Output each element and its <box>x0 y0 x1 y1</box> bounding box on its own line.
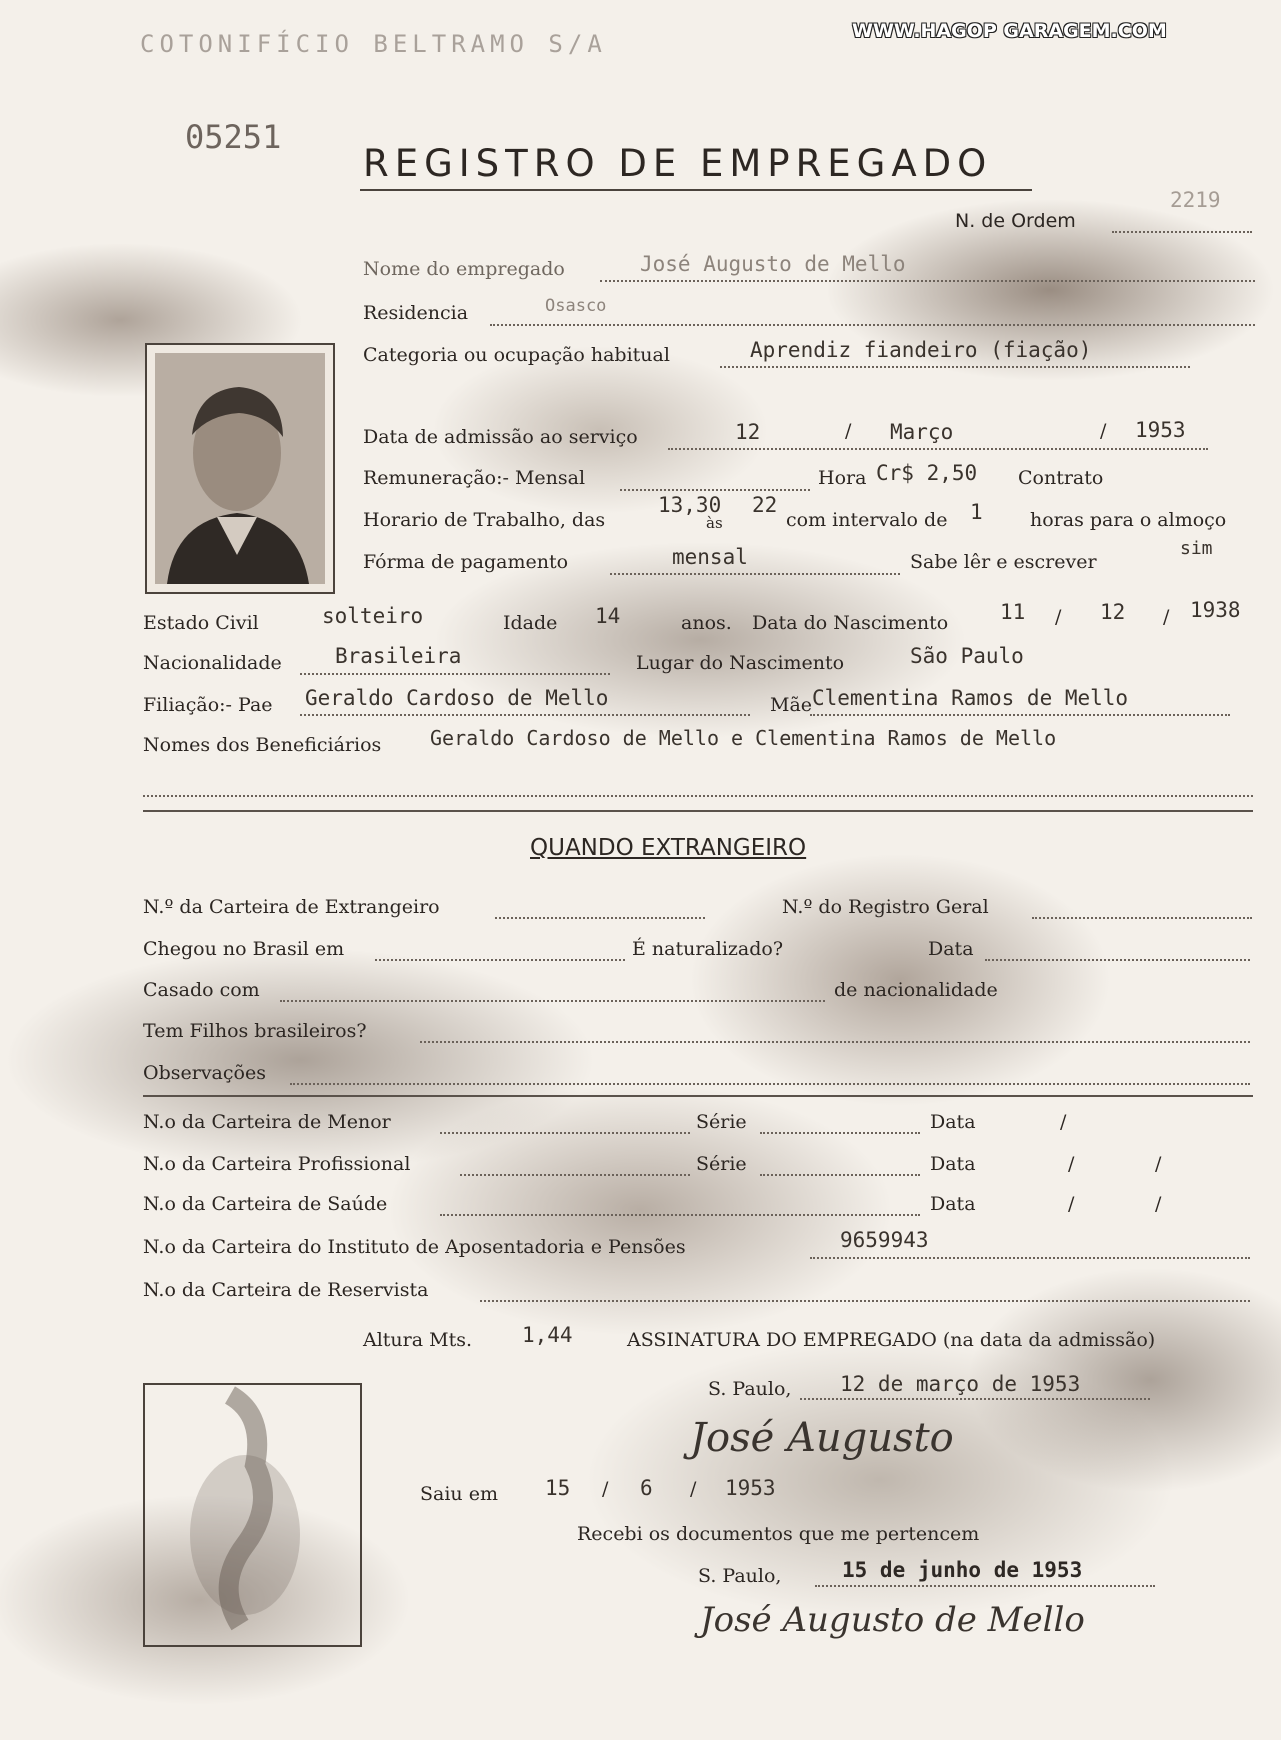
reservist-card-label: N.o da Carteira de Reservista <box>143 1279 429 1301</box>
parents-label: Filiação:- Pae <box>143 694 273 716</box>
residence-value: Osasco <box>545 296 607 316</box>
employee-registration-document: WWW.HAGOP GARAGEM.COM COTONIFÍCIO BELTRAMO S/A 05251 REGISTRO DE EMPREGADO N. de Ordem 2219 Nome do empregado José Augusto de Mello Residencia Osasco Categoria ou ocupação habitual Aprendiz fiandeiro (fiação) Data de admissão ao serviço 12 / Março / 1953 Remuneração:- Mensal Hora Cr$ 2,50 Contrato Horario de Trabalho, das 13,30 às 22 com intervalo de 1 horas para o almoço Fórma de pagamento mensal Sabe lêr e escrever sim Estado Civil solteiro Idade 14 anos. Data do Nascimento 11 / 12 / 1938 Nacionalidade Brasileira Lugar do Nascimento São Paulo Filiação:- Pae Geraldo Cardoso de Mello Mãe Clementina Ramos de Mello Nomes dos Beneficiários Geraldo Cardoso de Mello e Clementina Ramos de Mello QUANDO EXTRANGEIRO N.º da Carteira de Extrangeiro N.º do Registro Geral Chegou no Brasil em É naturalizado? Data Casado com de nacionalidade Tem Filhos brasileiros? Observações N.o da Carteira de Menor Série Data / N.o da Carteira Profissional Série Data / / N.o da Carteira de Saúde Data / / N.o da Carteira do Instituto de Aposentadoria e Pensões 9659943 N.o da Carteira de Reservista Altura Mts. 1,44 ASSINATURA DO EMPREGADO (na data da admissão) S. Paulo, 12 de março de 1953 José Augusto Saiu em 15 / 6 / 1953 Recebi os documentos que me pertencem S. Paulo, 15 de junho de 1953 José Augusto de Mello <box>0 0 1281 1740</box>
admission-label: Data de admissão ao serviço <box>363 426 638 448</box>
name-value: José Augusto de Mello <box>640 252 906 276</box>
age-unit: anos. <box>681 612 732 634</box>
left-label: Saiu em <box>420 1483 498 1505</box>
schedule-to: 22 <box>752 493 778 517</box>
notes-label: Observações <box>143 1062 266 1084</box>
minor-date-label: Data <box>930 1111 976 1133</box>
height-label: Altura Mts. <box>363 1329 472 1351</box>
received-label: Recebi os documentos que me pertencem <box>577 1523 980 1545</box>
order-number-label: N. de Ordem <box>955 210 1076 232</box>
exit-place: S. Paulo, <box>698 1565 782 1587</box>
children-label: Tem Filhos brasileiros? <box>143 1020 367 1042</box>
hour-value: Cr$ 2,50 <box>876 461 978 485</box>
nationality-label: Nacionalidade <box>143 652 282 674</box>
beneficiaries-value: Geraldo Cardoso de Mello e Clementina Ramos de Mello <box>430 726 1057 750</box>
birth-month: 12 <box>1100 600 1126 624</box>
age-value: 14 <box>595 604 621 628</box>
category-label: Categoria ou ocupação habitual <box>363 344 670 366</box>
interval-value: 1 <box>970 500 983 524</box>
mother-label: Mãe <box>770 694 813 716</box>
category-value: Aprendiz fiandeiro (fiação) <box>750 338 1092 362</box>
schedule-from: 13,30 <box>658 493 722 517</box>
health-date-label: Data <box>930 1193 976 1215</box>
interval-suffix: horas para o almoço <box>1030 509 1227 531</box>
admission-month: Março <box>890 420 954 444</box>
admission-day: 12 <box>735 420 761 444</box>
foreign-card-label: N.º da Carteira de Extrangeiro <box>143 896 440 918</box>
admission-sign-date: 12 de março de 1953 <box>840 1372 1081 1396</box>
residence-label: Residencia <box>363 302 469 324</box>
naturalized-label: É naturalizado? <box>632 938 784 960</box>
website-watermark: WWW.HAGOP GARAGEM.COM <box>852 20 1167 42</box>
marital-value: solteiro <box>322 604 424 628</box>
health-card-label: N.o da Carteira de Saúde <box>143 1193 388 1215</box>
employee-signature-2: José Augusto de Mello <box>700 1600 1085 1640</box>
arrived-label: Chegou no Brasil em <box>143 938 345 960</box>
birth-year: 1938 <box>1190 598 1241 622</box>
admission-place: S. Paulo, <box>708 1378 792 1400</box>
professional-date-label: Data <box>930 1153 976 1175</box>
literate-value: sim <box>1180 538 1213 559</box>
section-divider-2 <box>143 1095 1253 1097</box>
payment-value: mensal <box>672 545 748 569</box>
literate-label: Sabe lêr e escrever <box>910 551 1097 573</box>
employee-signature-1: José Augusto <box>690 1415 954 1461</box>
order-number-value: 2219 <box>1170 188 1221 212</box>
title-underline <box>360 189 1032 191</box>
height-value: 1,44 <box>522 1323 573 1347</box>
pay-label: Remuneração:- Mensal <box>363 467 586 489</box>
institute-card-label: N.o da Carteira do Instituto de Aposentadoria e Pensões <box>143 1236 686 1258</box>
professional-series-label: Série <box>696 1153 747 1175</box>
left-month: 6 <box>640 1476 653 1500</box>
birthplace-value: São Paulo <box>910 644 1024 668</box>
married-label: Casado com <box>143 979 260 1001</box>
beneficiaries-label: Nomes dos Beneficiários <box>143 734 382 756</box>
foreign-date-label: Data <box>928 938 974 960</box>
employee-photo-frame <box>145 343 335 594</box>
fingerprint-mark <box>145 1385 360 1645</box>
married-nationality-label: de nacionalidade <box>834 979 998 1001</box>
professional-card-label: N.o da Carteira Profissional <box>143 1153 411 1175</box>
left-day: 15 <box>545 1476 571 1500</box>
nationality-value: Brasileira <box>335 644 462 668</box>
section-divider <box>143 810 1253 812</box>
interval-label: com intervalo de <box>786 509 948 531</box>
admission-year: 1953 <box>1135 418 1186 442</box>
schedule-label: Horario de Trabalho, das <box>363 509 606 531</box>
name-label: Nome do empregado <box>363 258 565 280</box>
birth-day: 11 <box>1000 600 1026 624</box>
signature-label: ASSINATURA DO EMPREGADO (na data da admissão) <box>627 1329 1156 1351</box>
fingerprint-box <box>143 1383 362 1647</box>
mother-value: Clementina Ramos de Mello <box>812 686 1129 710</box>
minor-card-label: N.o da Carteira de Menor <box>143 1111 391 1133</box>
minor-series-label: Série <box>696 1111 747 1133</box>
hour-label: Hora <box>818 467 867 489</box>
page-title: REGISTRO DE EMPREGADO <box>363 142 993 185</box>
schedule-as: às <box>706 514 723 532</box>
company-stamp: COTONIFÍCIO BELTRAMO S/A <box>140 30 607 58</box>
payment-label: Fórma de pagamento <box>363 551 569 573</box>
stamp-number: 05251 <box>185 118 282 156</box>
employee-portrait <box>147 345 333 592</box>
institute-value: 9659943 <box>840 1228 929 1252</box>
marital-label: Estado Civil <box>143 612 259 634</box>
exit-sign-date: 15 de junho de 1953 <box>842 1558 1083 1582</box>
birth-label: Data do Nascimento <box>752 612 949 634</box>
foreigner-heading: QUANDO EXTRANGEIRO <box>530 835 807 861</box>
left-year: 1953 <box>725 1476 776 1500</box>
birthplace-label: Lugar do Nascimento <box>636 652 845 674</box>
age-label: Idade <box>503 612 558 634</box>
contract-label: Contrato <box>1018 467 1104 489</box>
registry-label: N.º do Registro Geral <box>782 896 989 918</box>
father-value: Geraldo Cardoso de Mello <box>305 686 609 710</box>
